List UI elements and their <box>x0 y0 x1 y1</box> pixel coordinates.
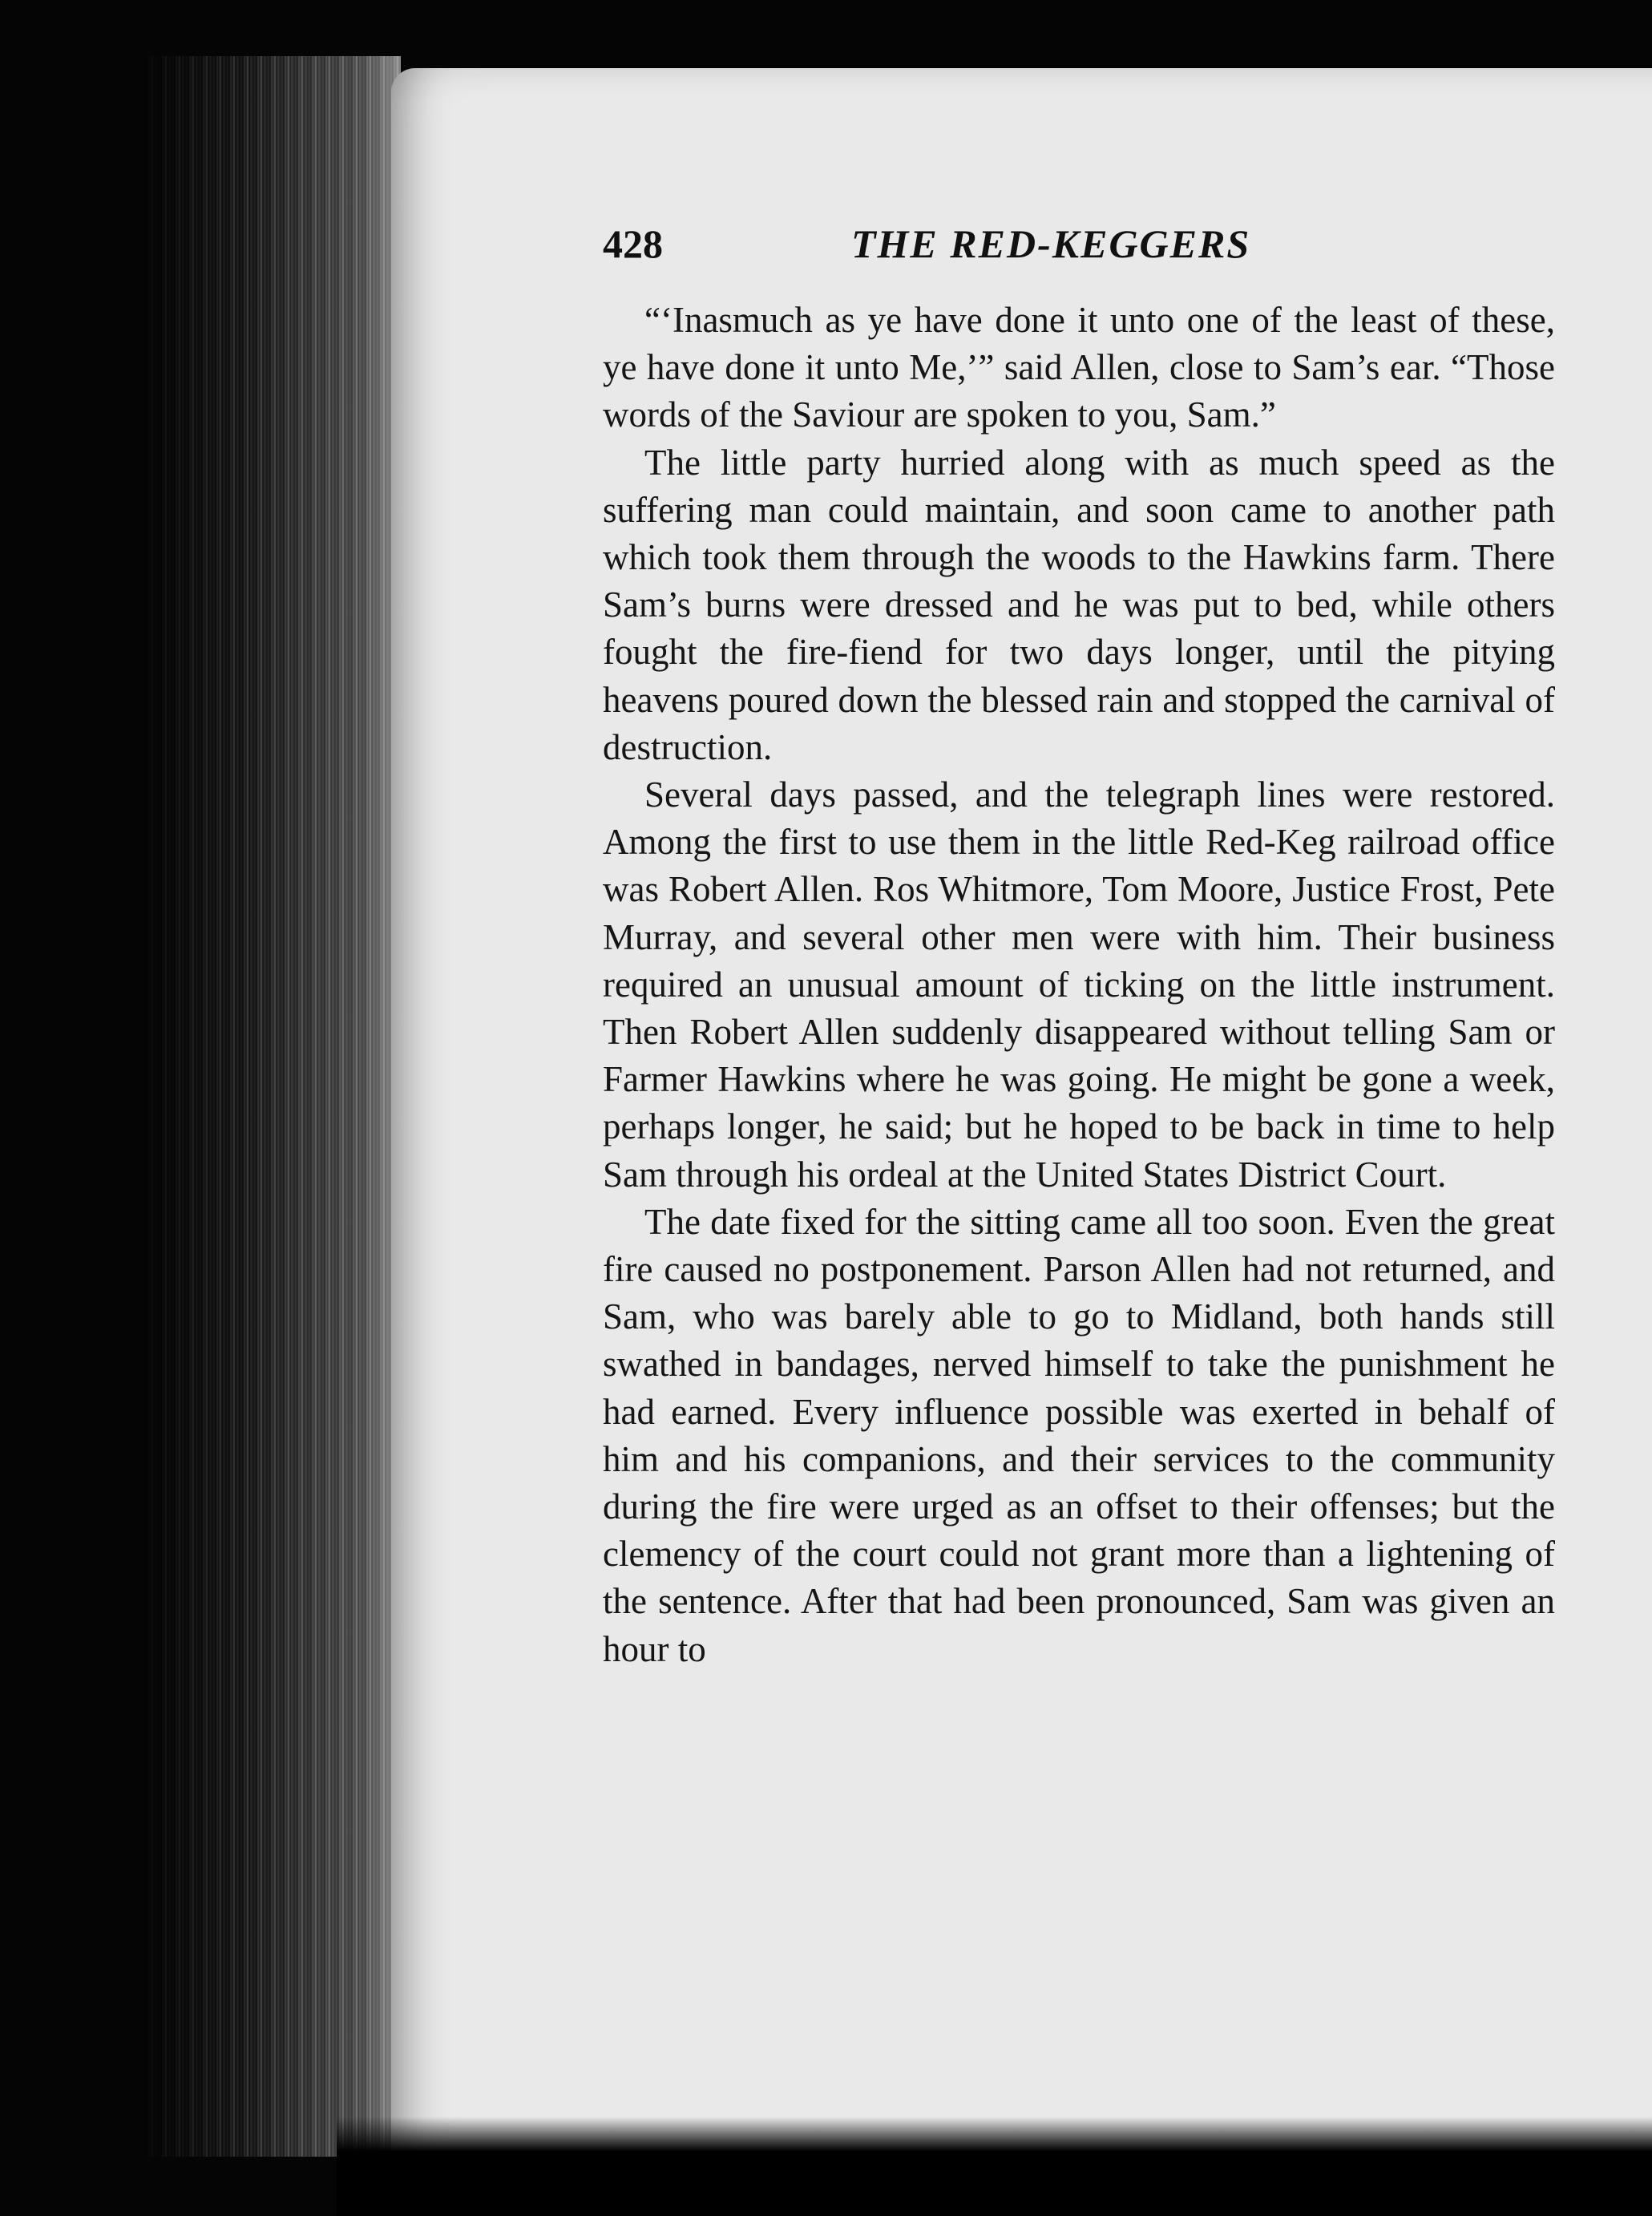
paragraph-4: The date fixed for the sitting came all too soon. Even the great fire caused no postponement. Parson Allen had not returned, and Sam, who was barely able to go to Midland, both hands still swathed in bandages, nerved himself to take the punishment he had earned. Every influence possible was exerted in behalf of him and his companions, and their services to the community during the fire were urged as an offset to their offenses; but the clemency of the court could not grant more than a lightening of the sentence. After that had been pronounced, Sam was given an hour to <box>603 1201 1555 1669</box>
bottom-shadow <box>337 2117 1652 2216</box>
paragraph-1: “‘Inasmuch as ye have done it unto one of the least of these, ye have done it unto Me,’” said Allen, close to Sam’s ear. “Those words of the Saviour are spoken to you, Sam.” <box>603 300 1555 435</box>
book-fore-edge <box>144 56 401 2157</box>
page-header <box>603 220 1549 277</box>
body-text <box>603 297 1555 1673</box>
paragraph-2: The little party hurried along with as much speed as the suffering man could maintain, and soon came to another path which took them through the woods to the Hawkins farm. There Sam’s burns were dressed and he was put to bed, while others fought the fire-fiend for two days longer, until the pitying heavens poured down the blessed rain and stopped the carnival of destruction. <box>603 442 1555 767</box>
page-number: 428 <box>603 221 663 266</box>
paragraph-3: Several days passed, and the telegraph lines were restored. Among the first to use them in the little Red-Keg railroad office was Robert Allen. Ros Whitmore, Tom Moore, Justice Frost, Pete Murray, and several other men were with him. Their business required an unusual amount of ticking on the little instrument. Then Robert Allen suddenly disappeared without telling Sam or Farmer Hawkins where he was going. He might be gone a week, perhaps longer, he said; but he hoped to be back in time to help Sam through his ordeal at the United States District Court. <box>603 774 1555 1195</box>
running-title: THE RED-KEGGERS <box>851 221 1251 266</box>
